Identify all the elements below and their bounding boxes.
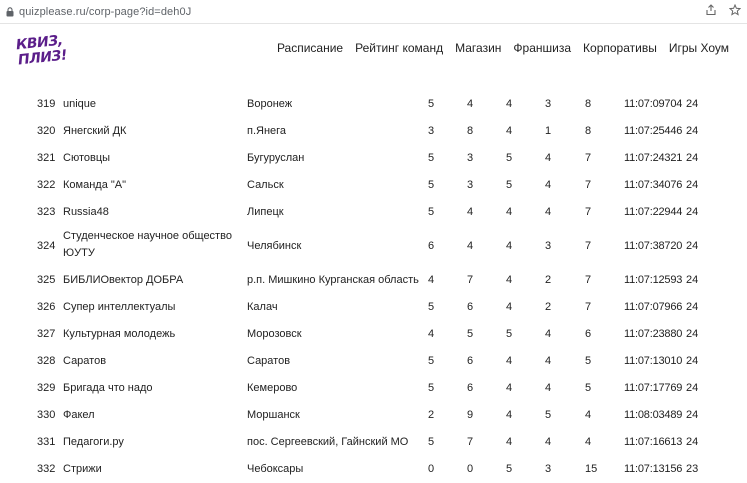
nav-team-rating[interactable]: Рейтинг команд [355, 41, 444, 55]
city-cell: Сальск [247, 178, 284, 191]
rank-cell: 331 [37, 435, 56, 448]
round-score-cell: 4 [506, 273, 513, 286]
round-score-cell: 7 [467, 273, 474, 286]
total-score-cell: 24 [686, 381, 699, 394]
table-row [0, 199, 747, 226]
round-score-cell: 5 [428, 205, 435, 218]
round-score-cell: 4 [506, 124, 513, 137]
time-cell: 11:07:24321 [624, 151, 683, 164]
city-cell: Морозовск [247, 327, 302, 340]
round-score-cell: 4 [506, 435, 513, 448]
team-name-cell: Сютовцы [63, 151, 111, 164]
round-score-cell: 5 [428, 300, 435, 313]
round-score-cell: 4 [428, 273, 435, 286]
round-score-cell: 4 [545, 327, 552, 340]
total-score-cell: 24 [686, 354, 699, 367]
round-score-cell: 4 [506, 239, 513, 252]
team-name-cell: Факел [63, 408, 95, 421]
team-name-cell: Янегский ДК [63, 124, 127, 137]
round-score-cell: 6 [467, 354, 474, 367]
round-score-cell: 5 [506, 178, 513, 191]
round-score-cell: 4 [545, 381, 552, 394]
round-score-cell: 2 [545, 300, 552, 313]
round-score-cell: 5 [428, 178, 435, 191]
time-cell: 11:07:23880 [624, 327, 683, 340]
round-score-cell: 7 [467, 435, 474, 448]
round-score-cell: 4 [506, 97, 513, 110]
total-score-cell: 24 [686, 273, 699, 286]
nav-home-games[interactable]: Игры Хоум [668, 41, 729, 55]
team-name-cell: Педагоги.ру [63, 435, 124, 448]
table-row [0, 429, 747, 456]
round-score-cell: 4 [545, 435, 552, 448]
round-score-cell: 6 [467, 381, 474, 394]
total-score-cell: 24 [686, 435, 699, 448]
city-cell: пос. Сергеевский, Гайнский МО [247, 435, 409, 448]
round-score-cell: 4 [545, 354, 552, 367]
team-name-cell: unique [63, 97, 97, 110]
round-score-cell: 9 [467, 408, 474, 421]
round-score-cell: 4 [506, 408, 513, 421]
site-header [0, 24, 747, 79]
team-name-cell: Супер интеллектуалы [63, 300, 176, 313]
city-cell: Калач [247, 300, 278, 313]
time-cell: 11:07:17769 [624, 381, 683, 394]
rank-cell: 322 [37, 178, 56, 191]
browser-address-bar[interactable] [0, 0, 747, 24]
team-name-cell: Стрижи [63, 462, 102, 475]
round-score-cell: 4 [467, 239, 474, 252]
round-score-cell: 7 [585, 300, 592, 313]
table-row [0, 321, 747, 348]
round-score-cell: 7 [585, 205, 592, 218]
url-text[interactable]: quizplease.ru/corp-page?id=deh0J [19, 5, 192, 18]
city-cell: Чебоксары [247, 462, 304, 475]
round-score-cell: 0 [467, 462, 474, 475]
round-score-cell: 5 [428, 435, 435, 448]
round-score-cell: 5 [428, 354, 435, 367]
rank-cell: 330 [37, 408, 56, 421]
table-row [0, 348, 747, 375]
round-score-cell: 4 [545, 178, 552, 191]
round-score-cell: 4 [545, 151, 552, 164]
time-cell: 11:07:12593 [624, 273, 683, 286]
total-score-cell: 24 [686, 97, 699, 110]
round-score-cell: 6 [467, 300, 474, 313]
round-score-cell: 6 [585, 327, 592, 340]
total-score-cell: 24 [686, 239, 699, 252]
round-score-cell: 5 [585, 381, 592, 394]
time-cell: 11:07:34076 [624, 178, 683, 191]
round-score-cell: 5 [428, 381, 435, 394]
round-score-cell: 4 [506, 300, 513, 313]
nav-corporate[interactable]: Корпоративы [583, 41, 657, 55]
rank-cell: 323 [37, 205, 56, 218]
round-score-cell: 4 [506, 354, 513, 367]
total-score-cell: 24 [686, 408, 699, 421]
rank-cell: 329 [37, 381, 56, 394]
round-score-cell: 5 [545, 408, 552, 421]
time-cell: 11:07:22944 [624, 205, 683, 218]
lock-icon [3, 7, 17, 17]
round-score-cell: 1 [545, 124, 552, 137]
table-row [0, 456, 747, 483]
team-name-cell: Бригада что надо [63, 381, 153, 394]
rank-cell: 332 [37, 462, 56, 475]
site-logo[interactable] [16, 33, 68, 71]
city-cell: Воронеж [247, 97, 293, 110]
round-score-cell: 4 [467, 205, 474, 218]
total-score-cell: 24 [686, 205, 699, 218]
round-score-cell: 5 [506, 462, 513, 475]
city-cell: Саратов [247, 354, 291, 367]
round-score-cell: 4 [467, 97, 474, 110]
rank-cell: 321 [37, 151, 56, 164]
round-score-cell: 5 [506, 151, 513, 164]
time-cell: 11:07:09704 [624, 97, 683, 110]
rank-cell: 327 [37, 327, 56, 340]
round-score-cell: 8 [585, 97, 592, 110]
nav-schedule[interactable]: Расписание [276, 41, 344, 55]
round-score-cell: 0 [428, 462, 435, 475]
total-score-cell: 24 [686, 300, 699, 313]
rank-cell: 319 [37, 97, 56, 110]
table-row [0, 145, 747, 172]
round-score-cell: 5 [428, 151, 435, 164]
rank-cell: 324 [37, 239, 56, 252]
round-score-cell: 5 [428, 97, 435, 110]
time-cell: 11:08:03489 [624, 408, 683, 421]
rank-cell: 328 [37, 354, 56, 367]
rank-cell: 320 [37, 124, 56, 137]
team-name-cell: Студенческое научное общество ЮУТУ [63, 230, 232, 259]
main-nav [265, 41, 729, 55]
city-cell: п.Янега [247, 124, 287, 137]
team-name-cell: Russia48 [63, 205, 109, 218]
round-score-cell: 3 [467, 151, 474, 164]
table-row [0, 267, 747, 294]
city-cell: Челябинск [247, 239, 302, 252]
table-row [0, 294, 747, 321]
total-score-cell: 24 [686, 178, 699, 191]
round-score-cell: 8 [585, 124, 592, 137]
team-name-cell: БИБЛИОвектор ДОБРА [63, 273, 184, 286]
round-score-cell: 7 [585, 239, 592, 252]
round-score-cell: 6 [428, 239, 435, 252]
total-score-cell: 24 [686, 327, 699, 340]
city-cell: Липецк [247, 205, 284, 218]
time-cell: 11:07:07966 [624, 300, 683, 313]
rank-cell: 325 [37, 273, 56, 286]
table-row [0, 226, 747, 267]
share-icon[interactable] [705, 4, 717, 18]
time-cell: 11:07:25446 [624, 124, 683, 137]
table-row [0, 172, 747, 199]
round-score-cell: 2 [428, 408, 435, 421]
round-score-cell: 7 [585, 151, 592, 164]
round-score-cell: 4 [585, 408, 592, 421]
round-score-cell: 15 [585, 462, 598, 475]
round-score-cell: 3 [545, 239, 552, 252]
time-cell: 11:07:13156 [624, 462, 683, 475]
round-score-cell: 3 [467, 178, 474, 191]
nav-franchise[interactable]: Франшиза [513, 41, 572, 55]
logo-line-1: КВИЗ, [15, 32, 64, 54]
round-score-cell: 3 [545, 97, 552, 110]
table-row [0, 402, 747, 429]
city-cell: Бугуруслан [247, 151, 305, 164]
team-name-cell: Культурная молодежь [63, 327, 176, 340]
round-score-cell: 3 [428, 124, 435, 137]
logo-line-2: ПЛИЗ! [17, 47, 68, 69]
total-score-cell: 23 [686, 462, 699, 475]
table-row [0, 375, 747, 402]
round-score-cell: 4 [585, 435, 592, 448]
round-score-cell: 3 [545, 462, 552, 475]
round-score-cell: 8 [467, 124, 474, 137]
nav-shop[interactable]: Магазин [455, 41, 502, 55]
team-name-cell: Команда "А" [63, 178, 127, 191]
time-cell: 11:07:13010 [624, 354, 683, 367]
total-score-cell: 24 [686, 151, 699, 164]
round-score-cell: 5 [585, 354, 592, 367]
round-score-cell: 4 [545, 205, 552, 218]
bookmark-star-icon[interactable] [729, 4, 741, 18]
city-cell: р.п. Мишкино Курганская область [247, 273, 419, 286]
round-score-cell: 4 [506, 381, 513, 394]
city-cell: Моршанск [247, 408, 300, 421]
team-name-cell: Саратов [63, 354, 107, 367]
city-cell: Кемерово [247, 381, 298, 394]
table-row [0, 91, 747, 118]
round-score-cell: 7 [585, 178, 592, 191]
time-cell: 11:07:16613 [624, 435, 683, 448]
round-score-cell: 7 [585, 273, 592, 286]
table-row [0, 118, 747, 145]
round-score-cell: 5 [506, 327, 513, 340]
round-score-cell: 4 [428, 327, 435, 340]
total-score-cell: 24 [686, 124, 699, 137]
time-cell: 11:07:38720 [624, 239, 683, 252]
round-score-cell: 2 [545, 273, 552, 286]
rank-cell: 326 [37, 300, 56, 313]
round-score-cell: 5 [467, 327, 474, 340]
round-score-cell: 4 [506, 205, 513, 218]
